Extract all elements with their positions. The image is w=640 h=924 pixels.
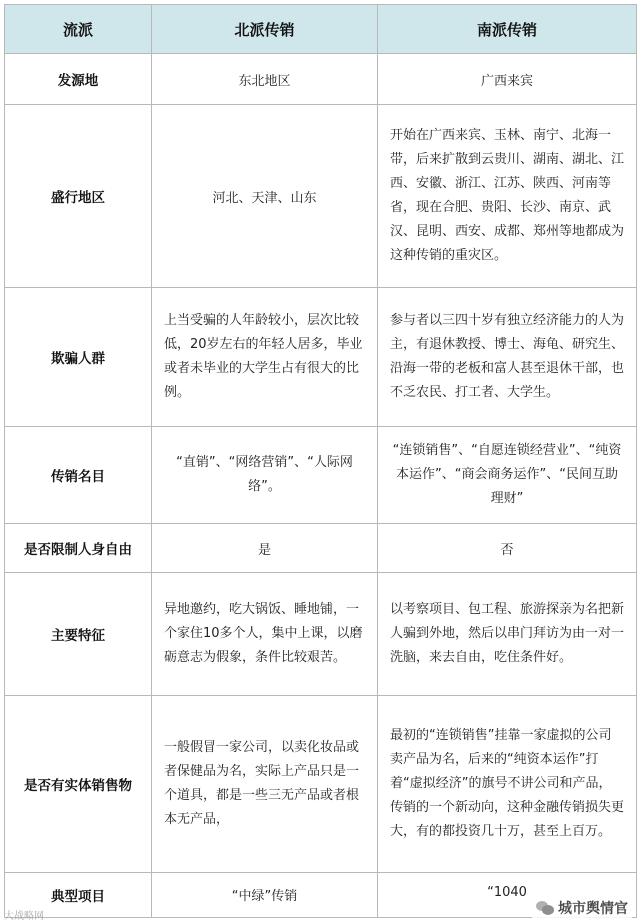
table-row bbox=[5, 54, 637, 105]
south-cell-text: 参与者以三四十岁有独立经济能力的人为主，有退休教授、博士、海龟、研究生、沿海一带的老板和富人甚至退休干部，也不乏农民、打工者、大学生。 bbox=[390, 313, 625, 400]
south-cell-text: 以考察项目、包工程、旅游探亲为名把新人骗到外地，然后以串门拜访为由一对一洗脑，来去自由，吃住条件好。 bbox=[390, 602, 625, 665]
north-cell: 河北、天津、山东 bbox=[152, 105, 378, 288]
south-cell: 广西来宾 bbox=[378, 54, 637, 105]
north-cell-text: 一般假冒一家公司，以卖化妆品或者保健品为名，实际上产品只是一个道具，都是一些三无产品或者根本无产品， bbox=[164, 740, 360, 827]
south-cell bbox=[378, 288, 637, 427]
north-cell bbox=[152, 427, 378, 524]
watermark-left: 大战略网 bbox=[4, 911, 44, 922]
row-label: 是否限制人身自由 bbox=[5, 524, 152, 573]
south-cell: 否 bbox=[378, 524, 637, 573]
north-cell-text: “中绿”传销 bbox=[231, 889, 298, 904]
table-row bbox=[5, 105, 637, 288]
north-cell bbox=[152, 288, 378, 427]
south-cell bbox=[378, 105, 637, 288]
table-row bbox=[5, 524, 637, 573]
row-label: 传销名目 bbox=[5, 427, 152, 524]
south-cell bbox=[378, 573, 637, 696]
north-cell bbox=[152, 573, 378, 696]
north-cell: 是 bbox=[152, 524, 378, 573]
header-school: 流派 bbox=[5, 5, 152, 54]
row-label-text: 典型项目 bbox=[51, 889, 105, 905]
table-row bbox=[5, 573, 637, 696]
south-cell-text: 最初的“连锁销售”挂靠一家虚拟的公司卖产品为名，后来的“纯资本运作”打着“虚拟经济”的旗号不讲公司和产品，传销的一个新动向，这种金融传销损失更大，有的都投资几十万，甚至上百万。 bbox=[390, 728, 625, 839]
north-cell bbox=[152, 873, 378, 918]
watermark-right-text: 城市舆情官 bbox=[558, 901, 628, 917]
south-cell bbox=[378, 696, 637, 873]
north-cell: 东北地区 bbox=[152, 54, 378, 105]
header-south-school: 南派传销 bbox=[378, 5, 637, 54]
table-row bbox=[5, 427, 637, 524]
row-label: 主要特征 bbox=[5, 573, 152, 696]
south-cell-text: “连锁销售”、“自愿连锁经营业”、“纯资本运作”、“商会商务运作”、“民间互助理财” bbox=[392, 443, 622, 506]
north-cell-text: 上当受骗的人年龄较小，层次比较低，20岁左右的年轻人居多，毕业或者未毕业的大学生占有很大的比例。 bbox=[164, 313, 363, 400]
header-row bbox=[5, 5, 637, 54]
north-cell-text: “直销”、“网络营销”、“人际网络”。 bbox=[176, 455, 353, 494]
pyramid-scheme-comparison-table bbox=[4, 4, 637, 918]
table-row bbox=[5, 696, 637, 873]
wechat-icon bbox=[536, 901, 554, 915]
table-row bbox=[5, 288, 637, 427]
north-cell-text: 异地邀约，吃大锅饭、睡地铺，一个家住10多个人，集中上课，以磨砺意志为假象，条件比较艰苦。 bbox=[164, 602, 363, 665]
row-label: 盛行地区 bbox=[5, 105, 152, 288]
watermark-right bbox=[532, 896, 632, 920]
north-cell bbox=[152, 696, 378, 873]
header-north-school: 北派传销 bbox=[152, 5, 378, 54]
row-label: 欺骗人群 bbox=[5, 288, 152, 427]
row-label: 是否有实体销售物 bbox=[5, 696, 152, 873]
south-cell-text: “1040 bbox=[487, 885, 527, 900]
south-cell bbox=[378, 427, 637, 524]
row-label: 发源地 bbox=[5, 54, 152, 105]
south-cell-text: 开始在广西来宾、玉林、南宁、北海一带，后来扩散到云贵川、湖南、湖北、江西、安徽、浙江、江苏、陕西、河南等省，现在合肥、贵阳、长沙、南京、武汉、昆明、西安、成都、郑州等地都成为这种传销的重灾区。 bbox=[390, 128, 625, 263]
